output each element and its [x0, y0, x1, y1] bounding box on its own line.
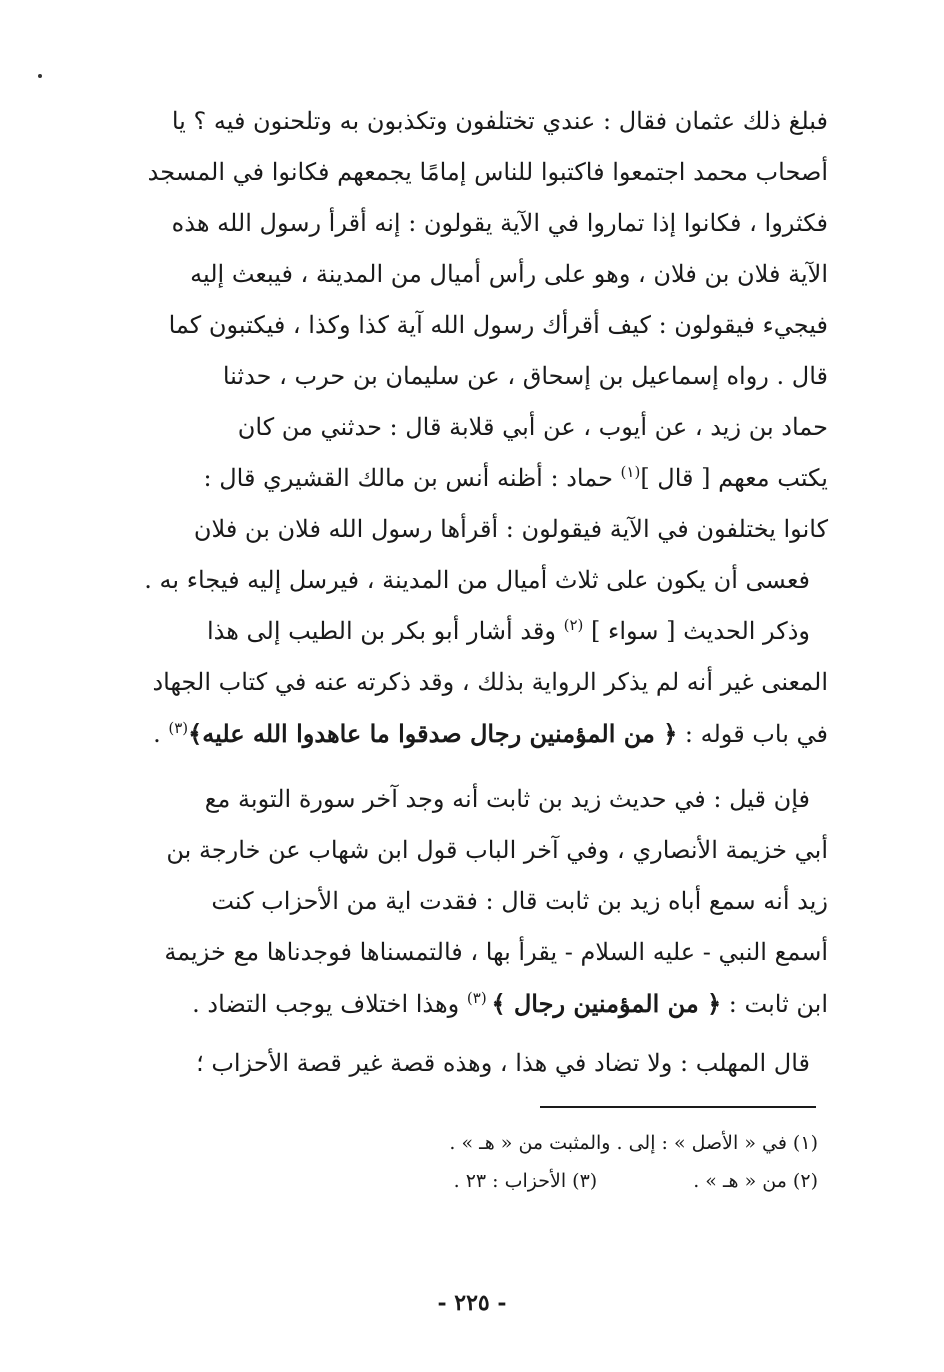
quran-verse: ﴿ من المؤمنين رجال ﴾ [491, 989, 722, 1018]
text-line: فكثروا ، فكانوا إذا تماروا في الآية يقولون : إنه أقرأ رسول الله هذه [171, 209, 828, 237]
text-line: كانوا يختلفون في الآية فيقولون : أقرأها رسول الله فلان بن فلان [193, 515, 828, 543]
text-line: زيد أنه سمع أباه زيد بن ثابت قال : فقدت اية من الأحزاب كنت [211, 887, 828, 915]
text-line [120, 708, 828, 760]
footnote-ref: (٣) [168, 719, 189, 737]
text-segment: وذكر الحديث [ سواء ] [583, 617, 810, 645]
page-number: - ٢٢٥ - [437, 1290, 507, 1316]
footnote-ref: (٢) [563, 616, 584, 634]
footnote-3: (٣) الأحزاب : ٢٣ . [453, 1170, 598, 1192]
text-line: فعسى أن يكون على ثلاث أميال من المدينة ، فيرسل إليه فيجاء به . [144, 566, 810, 594]
paragraph-3 [120, 774, 828, 1030]
text-segment: . [153, 720, 169, 748]
text-line: الآية فلان بن فلان ، وهو على رأس أميال من المدينة ، فيبعث إليه [190, 260, 828, 288]
text-segment: وهذا اختلاف يوجب التضاد . [192, 990, 467, 1018]
text-line: أسمع النبي - عليه السلام - يقرأ بها ، فالتمسناها فوجدناها مع خزيمة [164, 938, 828, 966]
footnote-ref: (٣) [466, 989, 492, 1007]
text-line: حماد بن زيد ، عن أيوب ، عن أبي قلابة قال : حدثني من كان [237, 413, 828, 441]
text-segment: وقد أشار أبو بكر بن الطيب إلى هذا [207, 617, 564, 645]
text-line: فيجيء فيقولون : كيف أقرأك رسول الله آية كذا وكذا ، فيكتبون كما [168, 311, 828, 339]
text-segment: في باب قوله : [677, 720, 828, 748]
footnote-row [360, 1162, 818, 1200]
scan-speck [38, 74, 42, 78]
text-segment: ابن ثابت : [721, 990, 828, 1018]
text-segment: يكتب معهم [ قال ] [640, 464, 828, 492]
text-line [120, 978, 828, 1030]
footnote-1: (١) في « الأصل » : إلى . والمثبت من « هـ » . [449, 1132, 818, 1154]
text-line [120, 606, 828, 657]
text-line: قال . رواه إسماعيل بن إسحاق ، عن سليمان بن حرب ، حدثنا [222, 362, 828, 390]
text-segment: حماد : أظنه أنس بن مالك القشيري قال : [203, 464, 621, 492]
text-line: فإن قيل : في حديث زيد بن ثابت أنه وجد آخر سورة التوبة مع [204, 785, 810, 813]
text-line: المعنى غير أنه لم يذكر الرواية بذلك ، وقد ذكرته عنه في كتاب الجهاد [152, 668, 828, 696]
quran-verse: ﴿ من المؤمنين رجال صدقوا ما عاهدوا الله عليه﴾ [188, 719, 678, 748]
paragraph-2 [120, 606, 828, 760]
text-line: أصحاب محمد اجتمعوا فاكتبوا للناس إمامًا يجمعهم فكانوا في المسجد [147, 158, 828, 186]
paragraph-4 [120, 1038, 828, 1089]
footnotes [360, 1124, 818, 1200]
text-line [120, 453, 828, 504]
footnote-2: (٢) من « هـ » . [693, 1170, 818, 1192]
text-line: فبلغ ذلك عثمان فقال : عندي تختلفون وتكذبون به وتلحنون فيه ؟ يا [171, 107, 828, 135]
footnote-divider [540, 1106, 816, 1108]
footnote-ref: (١) [620, 463, 641, 481]
text-line: أبي خزيمة الأنصاري ، وفي آخر الباب قول ابن شهاب عن خارجة بن [166, 836, 828, 864]
text-line: قال المهلب : ولا تضاد في هذا ، وهذه قصة غير قصة الأحزاب ؛ [196, 1049, 810, 1077]
paragraph-1 [120, 96, 828, 606]
